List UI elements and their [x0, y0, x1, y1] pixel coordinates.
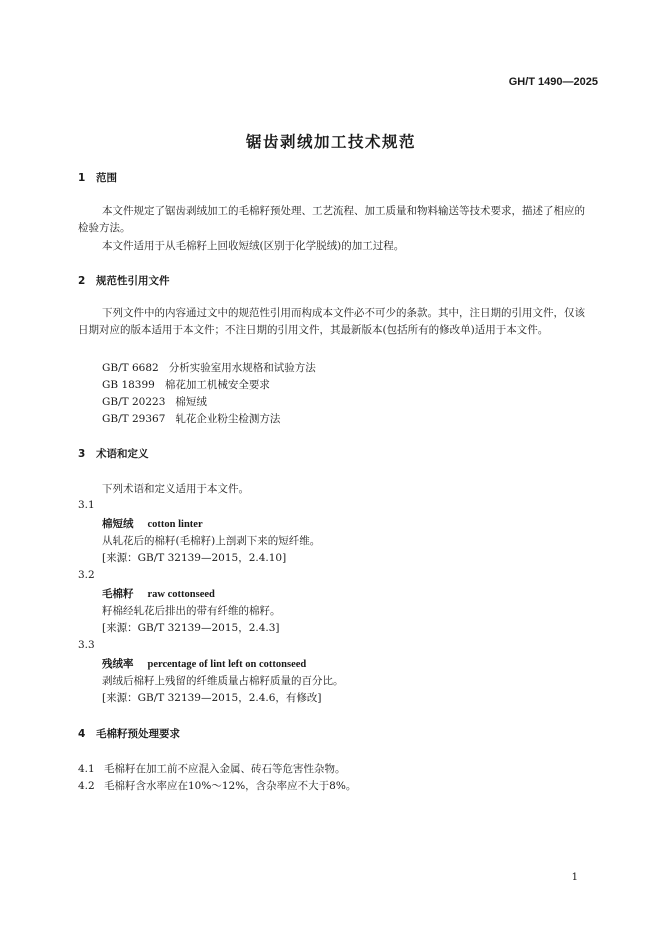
clause-item [78, 778, 356, 793]
section-1-paragraph-1: 本文件规定了锯齿剥绒加工的毛棉籽预处理、工艺流程、加工质量和物料输送等技术要求，描述了相应的检验方法。 [78, 205, 585, 234]
term-number: 3.1 [78, 499, 95, 511]
section-title: 范围 [96, 172, 117, 184]
term-definition: 从轧花后的棉籽(毛棉籽)上剖剥下来的短纤维。 [102, 535, 321, 547]
term-zh: 棉短绒 [102, 518, 134, 530]
section-number: 1 [78, 172, 86, 184]
term-entry [102, 516, 203, 531]
section-title: 毛棉籽预处理要求 [96, 728, 180, 740]
section-1-paragraph-2: 本文件适用于从毛棉籽上回收短绒(区别于化学脱绒)的加工过程。 [102, 240, 405, 252]
section-2-heading [78, 273, 170, 288]
clause-item [78, 761, 346, 776]
clause-number: 4.2 [78, 780, 95, 792]
section-number: 3 [78, 448, 86, 460]
document-title: 锯齿剥绒加工技术规范 [245, 133, 416, 151]
section-1-heading [78, 170, 117, 185]
page-number: 1 [571, 872, 578, 883]
reference-item: GB/T 6682 分析实验室用水规格和试验方法 [102, 362, 316, 374]
term-en: percentage of lint left on cottonseed [147, 659, 307, 670]
section-4-heading [78, 726, 180, 741]
reference-item: GB/T 29367 轧花企业粉尘检测方法 [102, 413, 281, 425]
term-entry [102, 656, 306, 671]
section-3-heading [78, 446, 149, 461]
term-zh: 残绒率 [102, 658, 134, 670]
term-number: 3.2 [78, 569, 95, 581]
section-number: 4 [78, 728, 86, 740]
reference-item: GB/T 20223 棉短绒 [102, 396, 207, 408]
term-en: cotton linter [147, 519, 203, 530]
clause-text: 毛棉籽在加工前不应混入金属、砖石等危害性杂物。 [104, 763, 346, 775]
clause-number: 4.1 [78, 763, 95, 775]
term-definition: 剥绒后棉籽上残留的纤维质量占棉籽质量的百分比。 [102, 675, 344, 687]
section-3-intro: 下列术语和定义适用于本文件。 [102, 483, 249, 495]
term-zh: 毛棉籽 [102, 588, 134, 600]
standard-code: GH/T 1490—2025 [508, 76, 598, 88]
term-source: [来源：GB/T 32139—2015，2.4.10] [102, 552, 287, 564]
section-2-paragraph-1: 下列文件中的内容通过文中的规范性引用而构成本文件必不可少的条款。其中，注日期的引用文件，仅该日期对应的版本适用于本文件；不注日期的引用文件，其最新版本(包括所有的修改单)适用于本文件。 [78, 307, 585, 336]
term-number: 3.3 [78, 639, 95, 651]
term-definition: 籽棉经轧花后排出的带有纤维的棉籽。 [102, 605, 281, 617]
term-entry [102, 586, 215, 601]
term-source: [来源：GB/T 32139—2015，2.4.3] [102, 622, 280, 634]
term-source: [来源：GB/T 32139—2015，2.4.6，有修改] [102, 692, 322, 704]
section-title: 术语和定义 [96, 448, 149, 460]
term-en: raw cottonseed [147, 589, 215, 600]
section-number: 2 [78, 275, 86, 287]
section-title: 规范性引用文件 [96, 275, 170, 287]
reference-item: GB 18399 棉花加工机械安全要求 [102, 379, 270, 391]
clause-text: 毛棉籽含水率应在10%～12%，含杂率应不大于8%。 [104, 780, 357, 792]
